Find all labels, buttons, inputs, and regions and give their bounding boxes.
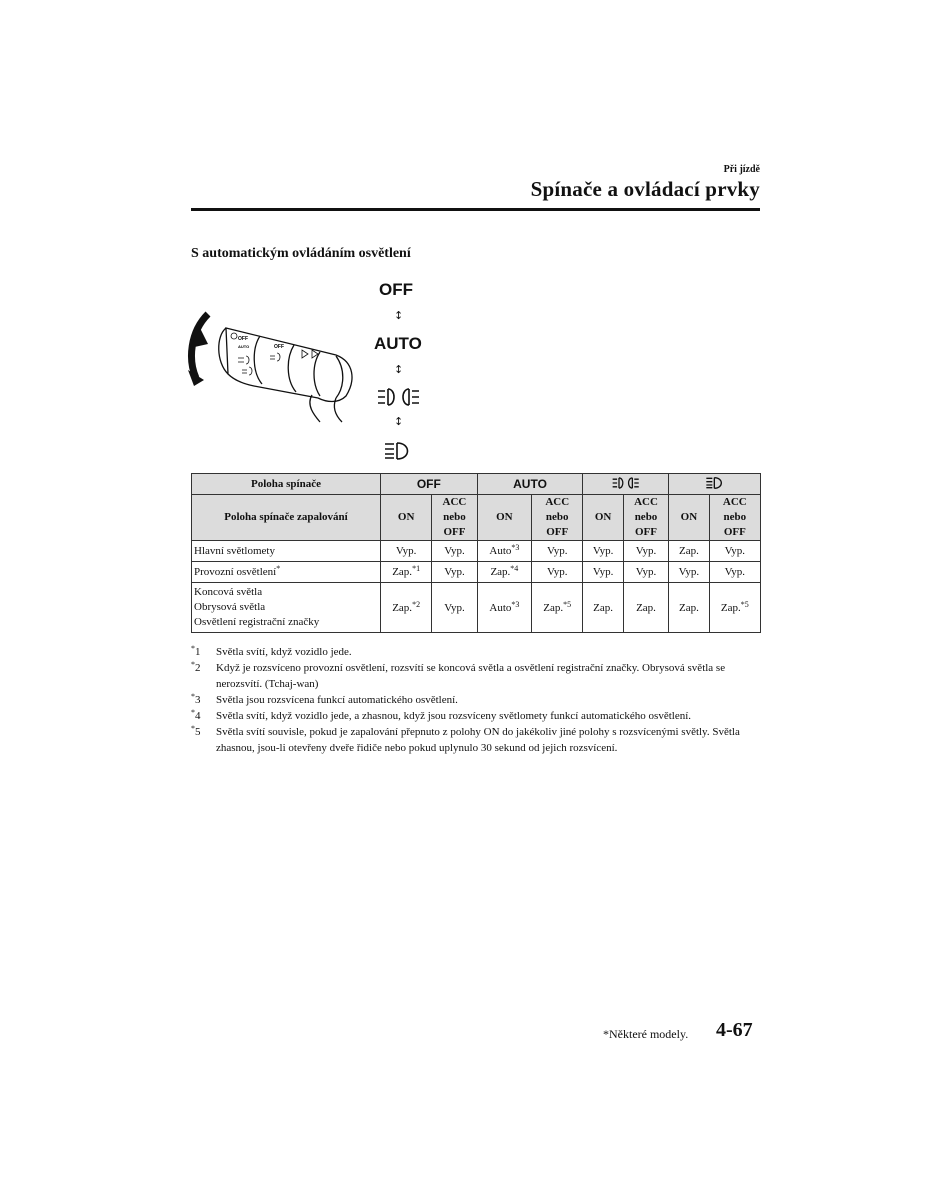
table-cell: Zap. xyxy=(583,583,623,633)
models-note: *Některé modely. xyxy=(603,1027,689,1041)
col-on: ON xyxy=(583,495,623,541)
col-side-lights xyxy=(583,474,669,495)
table-cell: Vyp. xyxy=(709,541,760,562)
subtitle: S automatickým ovládáním osvětlení xyxy=(191,246,411,261)
table-cell: Vyp. xyxy=(709,562,760,583)
header-rule xyxy=(191,208,760,211)
ignition-position-label: Poloha spínače zapalování xyxy=(192,495,381,541)
stalk-label-auto: AUTO xyxy=(238,344,250,349)
col-acc: ACC nebo OFF xyxy=(432,495,477,541)
table-row xyxy=(192,541,761,562)
table-cell: Zap. xyxy=(669,583,709,633)
col-on: ON xyxy=(381,495,432,541)
side-lights-icon xyxy=(376,386,422,408)
light-switch-table xyxy=(191,473,761,633)
footnote-item: *1 Světla svítí, když vozidlo jede. xyxy=(191,644,352,658)
table-cell: Vyp. xyxy=(623,562,668,583)
section-label: Při jízdě xyxy=(723,164,760,175)
col-auto: AUTO xyxy=(477,474,583,495)
col-acc: ACC nebo OFF xyxy=(709,495,760,541)
table-cell: Zap.$^{*5}$ xyxy=(532,583,583,633)
col-headlights xyxy=(669,474,761,495)
table-cell: Zap. xyxy=(623,583,668,633)
table-header-row xyxy=(192,474,761,495)
col-on: ON xyxy=(477,495,531,541)
table-cell: Auto$^{*3}$ xyxy=(477,583,531,633)
arrow-updown-icon: ↕ xyxy=(394,415,404,428)
table-cell: Vyp. xyxy=(532,562,583,583)
col-on: ON xyxy=(669,495,709,541)
col-acc: ACC nebo OFF xyxy=(623,495,668,541)
footnote-item: *5 Světla svítí souvisle, pokud je zapalování přepnuto z polohy ON do jakékoliv jiné polohy s rozsvícenými světly. Světla zhasnou, jsou-li otevřeny dveře řidiče nebo pokud uplynulo 30 sekund od jejich rozsvícení. xyxy=(191,724,740,754)
table-cell: Vyp. xyxy=(381,541,432,562)
position-auto: AUTO xyxy=(374,334,422,353)
position-off: OFF xyxy=(379,280,413,299)
table-row xyxy=(192,562,761,583)
page-number: 4-67 xyxy=(716,1019,753,1041)
light-switch-stalk-illustration xyxy=(186,300,358,425)
table-cell: Vyp. xyxy=(432,541,477,562)
col-off: OFF xyxy=(381,474,478,495)
page-title: Spínače a ovládací prvky xyxy=(530,177,760,201)
table-row xyxy=(192,583,761,633)
table-cell: Auto$^{*3}$ xyxy=(477,541,531,562)
row-label: Koncová světla Obrysová světla Osvětlení registrační značky xyxy=(192,583,381,633)
table-cell: Vyp. xyxy=(583,541,623,562)
table-cell: Zap.$^{*5}$ xyxy=(709,583,760,633)
table-cell: Zap. xyxy=(669,541,709,562)
table-cell: Vyp. xyxy=(669,562,709,583)
stalk-label-off2: OFF xyxy=(274,344,284,350)
col-acc: ACC nebo OFF xyxy=(532,495,583,541)
row-label: Hlavní světlomety xyxy=(192,541,381,562)
footnotes xyxy=(191,644,766,756)
side-lights-icon xyxy=(610,476,642,490)
stalk-label-off: OFF xyxy=(238,336,248,342)
headlight-icon xyxy=(383,441,413,461)
table-cell: Vyp. xyxy=(623,541,668,562)
table-cell: Vyp. xyxy=(432,562,477,583)
arrow-updown-icon: ↕ xyxy=(394,309,404,322)
table-cell: Zap.$^{*2}$ xyxy=(381,583,432,633)
table-cell: Zap.$^{*1}$ xyxy=(381,562,432,583)
row-label: Provozní osvětlení* xyxy=(192,562,381,583)
switch-position-label: Poloha spínače xyxy=(192,474,381,495)
table-subheader-row xyxy=(192,495,761,541)
table-cell: Zap.$^{*4}$ xyxy=(477,562,531,583)
table-cell: Vyp. xyxy=(532,541,583,562)
footnote-item: *4 Světla svítí, když vozidlo jede, a zhasnou, když jsou rozsvíceny světlomety funkcí automatického osvětlení. xyxy=(191,708,692,722)
footnote-item: *3 Světla jsou rozsvícena funkcí automatického osvětlení. xyxy=(191,692,458,706)
table-cell: Vyp. xyxy=(432,583,477,633)
table-cell: Vyp. xyxy=(583,562,623,583)
arrow-updown-icon: ↕ xyxy=(394,363,404,376)
footnote-item: *2 Když je rozsvíceno provozní osvětlení, rozsvítí se koncová světla a osvětlení registrační značky. Obrysová světla se nerozsvítí. (Tchaj-wan) xyxy=(191,660,726,690)
headlight-icon xyxy=(705,476,725,490)
